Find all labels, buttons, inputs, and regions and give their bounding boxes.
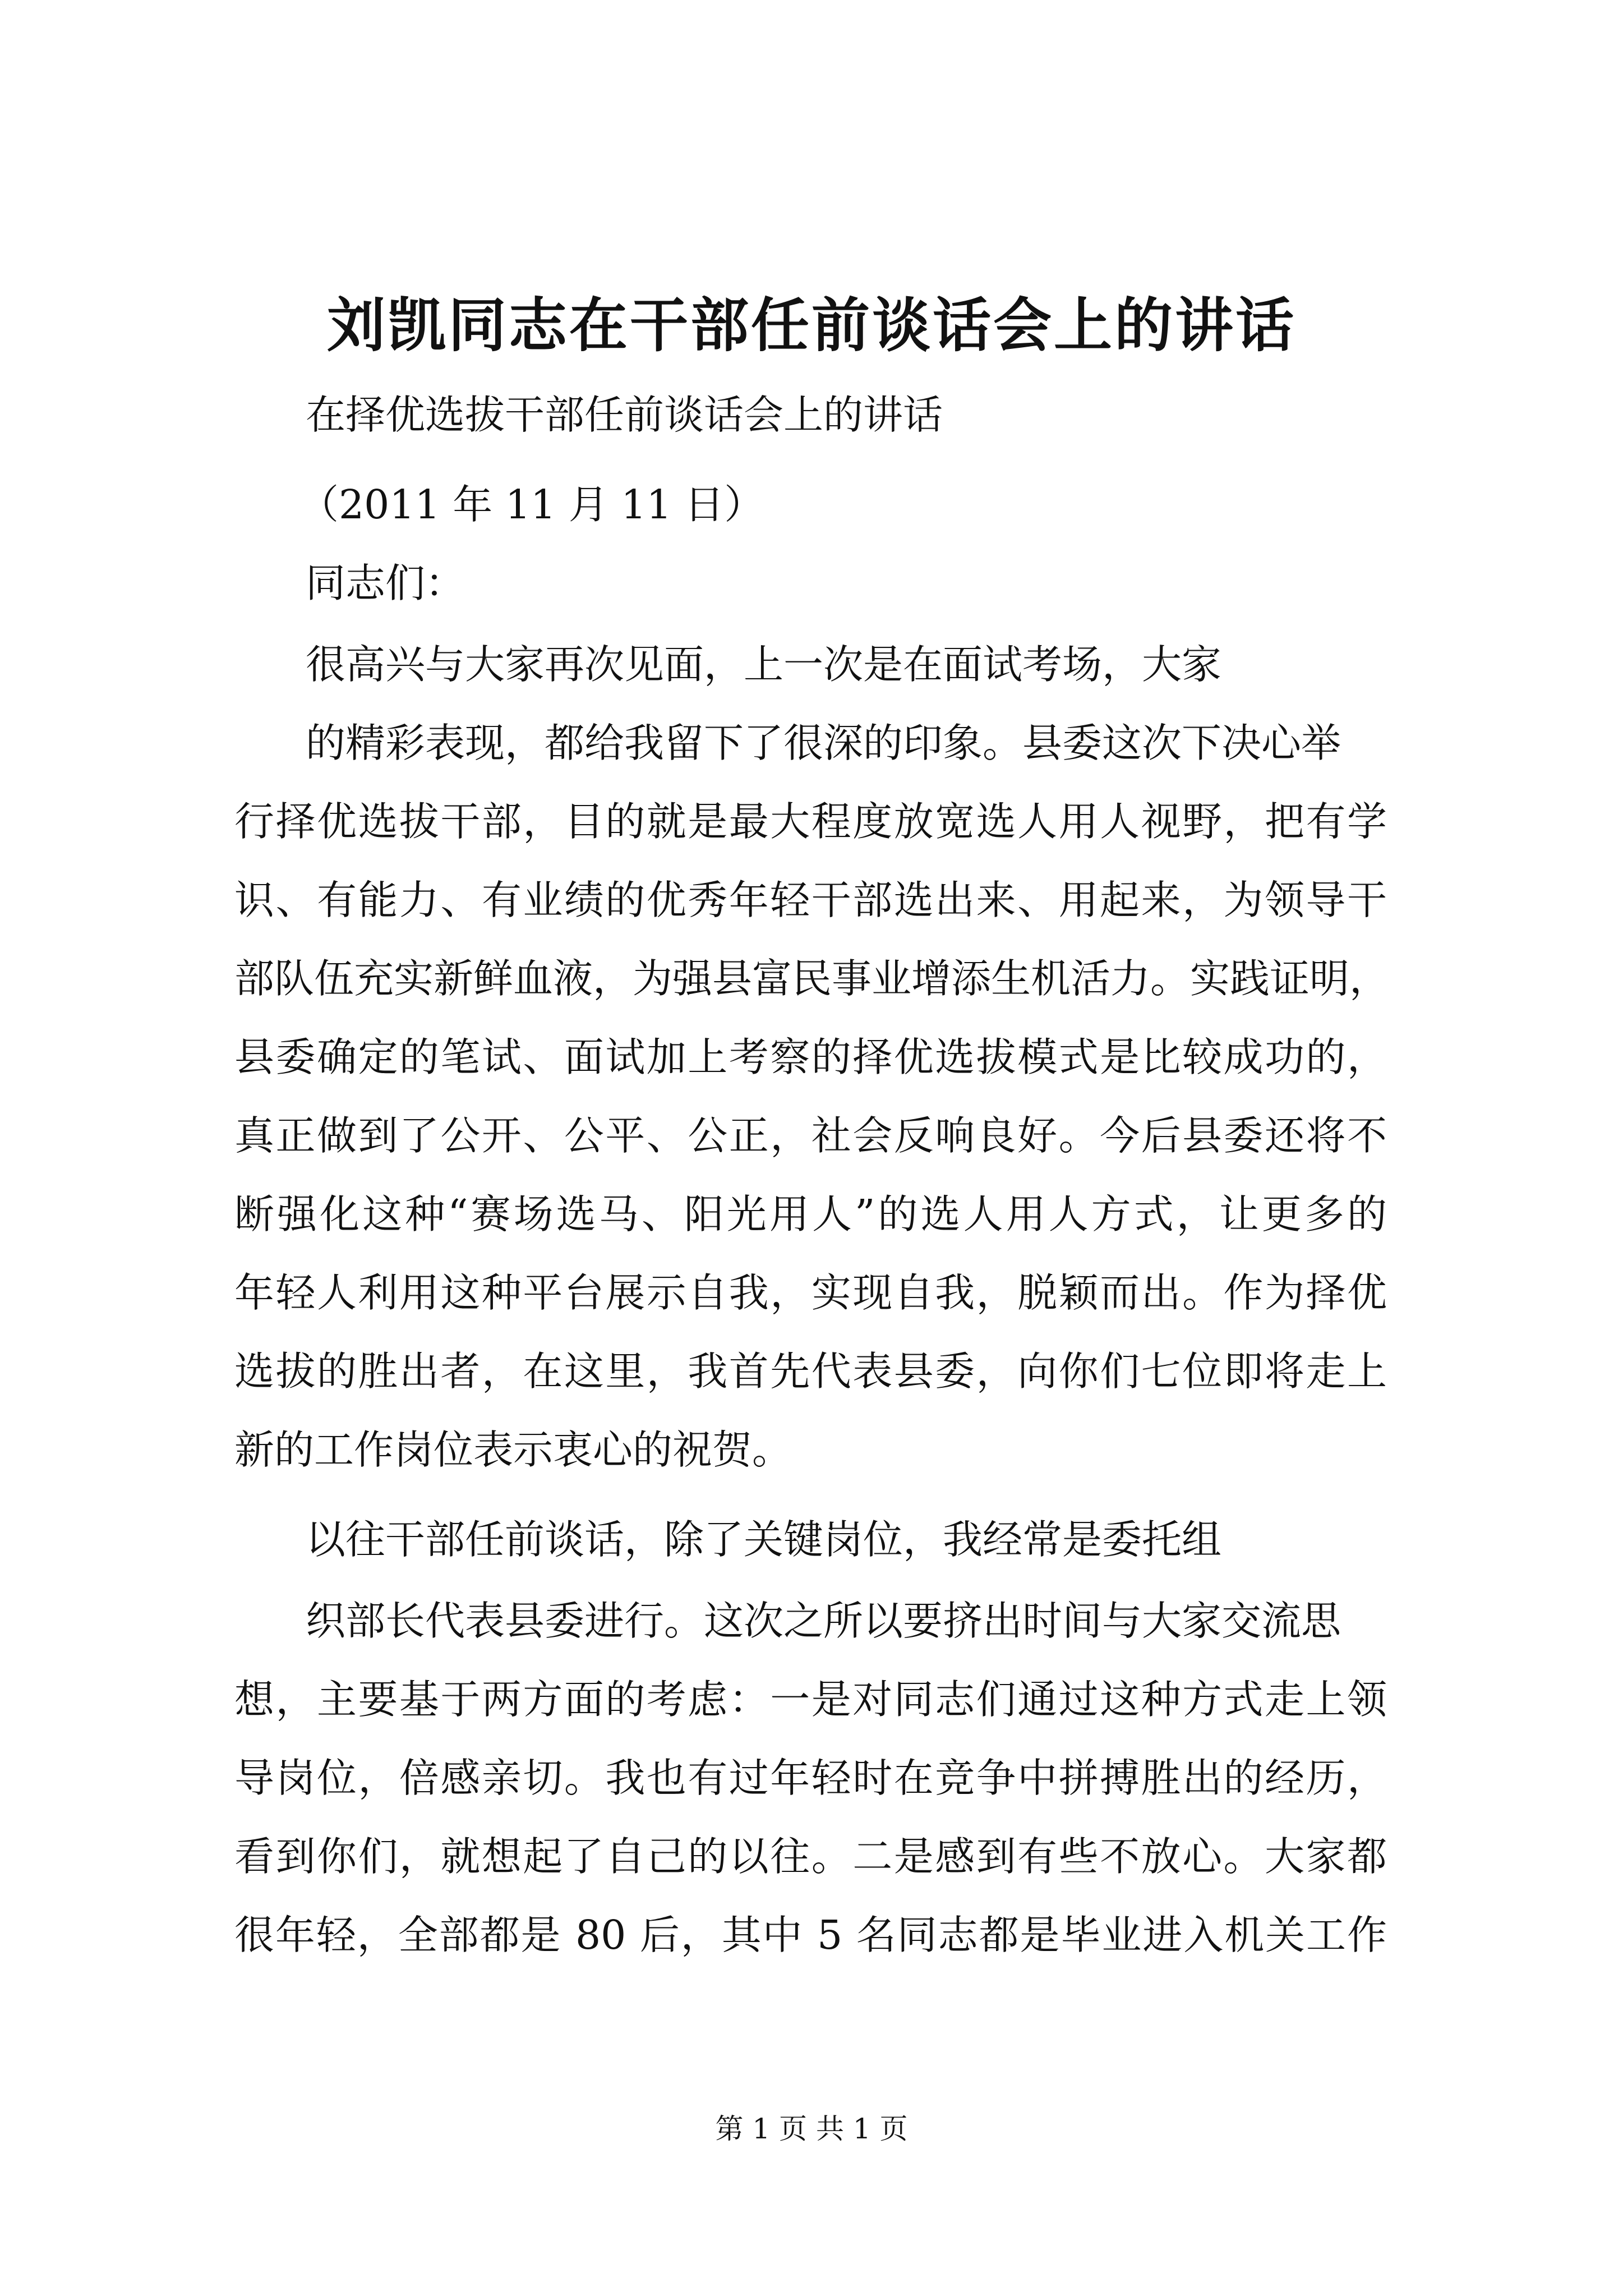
salutation: 同志们：: [306, 560, 465, 606]
document-title: 刘凯同志在干部任前谈话会上的讲话: [326, 291, 1296, 360]
paragraph-line: 以往干部任前谈话，除了关键岗位，我经常是委托组: [306, 1516, 1222, 1563]
paragraph-line: 导岗位，倍感亲切。我也有过年轻时在竞争中拼搏胜出的经历，: [234, 1755, 1387, 1801]
paragraph-line: 很高兴与大家再次见面，上一次是在面试考场，大家: [306, 641, 1222, 688]
document-date: （2011 年 11 月 11 日）: [299, 481, 764, 528]
paragraph-line: 真正做到了公开、公平、公正，社会反响良好。今后县委还将不: [234, 1112, 1387, 1159]
paragraph-line: 织部长代表县委进行。这次之所以要挤出时间与大家交流思: [306, 1598, 1341, 1644]
paragraph-line: 看到你们，就想起了自己的以往。二是感到有些不放心。大家都: [234, 1833, 1387, 1880]
paragraph-line: 选拔的胜出者，在这里，我首先代表县委，向你们七位即将走上: [234, 1348, 1387, 1395]
document-subtitle: 在择优选拔干部任前谈话会上的讲话: [306, 392, 943, 438]
page-number: 第 1 页 共 1 页: [715, 2113, 908, 2145]
paragraph-line: 年轻人利用这种平台展示自我，实现自我，脱颖而出。作为择优: [234, 1269, 1387, 1316]
paragraph-line: 很年轻，全部都是 80 后，其中 5 名同志都是毕业进入机关工作: [234, 1912, 1387, 1958]
paragraph-line: 识、有能力、有业绩的优秀年轻干部选出来、用起来，为领导干: [234, 877, 1387, 923]
paragraph-line: 县委确定的笔试、面试加上考察的择优选拔模式是比较成功的，: [234, 1034, 1387, 1080]
paragraph-line: 断强化这种“赛场选马、阳光用人”的选人用人方式，让更多的: [234, 1191, 1387, 1237]
paragraph-line: 想，主要基于两方面的考虑：一是对同志们通过这种方式走上领: [234, 1676, 1387, 1723]
paragraph-line: 新的工作岗位表示衷心的祝贺。: [234, 1427, 792, 1473]
paragraph-line: 部队伍充实新鲜血液，为强县富民事业增添生机活力。实践证明，: [234, 955, 1390, 1002]
paragraph-line: 的精彩表现，都给我留下了很深的印象。县委这次下决心举: [306, 720, 1341, 766]
paragraph-line: 行择优选拔干部，目的就是最大程度放宽选人用人视野，把有学: [234, 798, 1387, 845]
